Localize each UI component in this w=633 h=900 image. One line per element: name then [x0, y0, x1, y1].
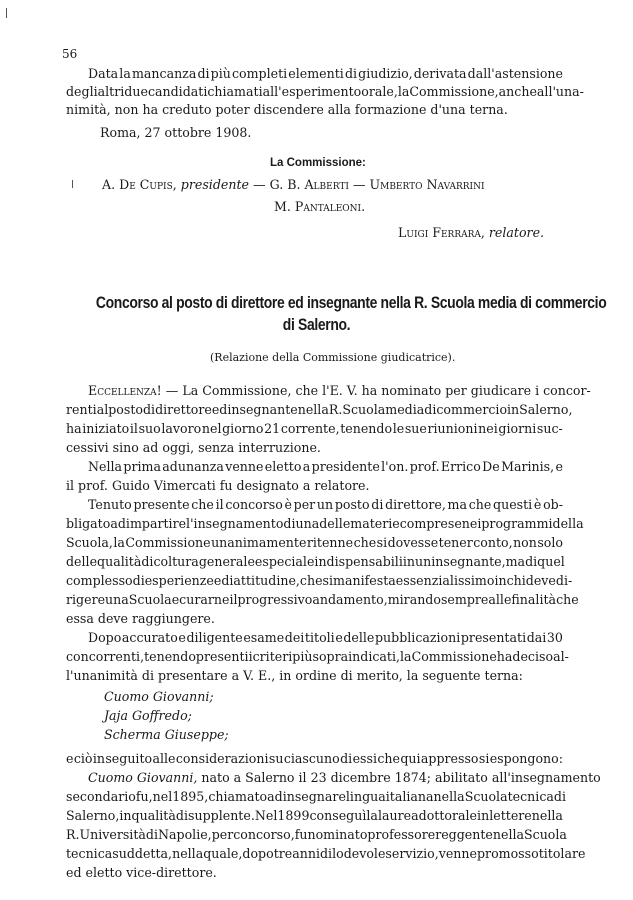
word: impartire [125, 516, 187, 531]
word: l'insegnamento [186, 516, 284, 531]
word: De [482, 459, 500, 474]
word: generale [198, 554, 255, 569]
page-number: 56 [62, 47, 78, 61]
word: di- [555, 573, 573, 588]
word: lodevole [332, 846, 386, 861]
word: e [555, 459, 563, 474]
word: concorrenti, [66, 649, 145, 664]
terna-item: Jaja Goffredo; [104, 708, 192, 723]
word: promosso [476, 846, 539, 861]
member-name: M. Pantaleoni. [274, 199, 366, 214]
word: nominato [307, 827, 368, 842]
word: giorno [222, 421, 264, 436]
word: essi [352, 751, 377, 766]
word: rigere [66, 592, 106, 607]
word: 1895, [172, 789, 209, 804]
section-title: di Salerno. [282, 316, 351, 334]
word: presentati [460, 630, 527, 645]
member-role: presidente [180, 177, 249, 192]
word: alle [152, 751, 176, 766]
word: di [320, 846, 333, 861]
word: per [293, 497, 316, 512]
word: derivata [413, 66, 467, 81]
word: questi [493, 497, 533, 512]
word: nella [297, 402, 329, 417]
word: dovesse [387, 535, 439, 550]
word: coltura [153, 554, 199, 569]
word: essenzialissimo [395, 573, 495, 588]
word: materie [350, 516, 400, 531]
word: fu, [135, 789, 153, 804]
word: candidati [147, 84, 208, 99]
word: tecnica [66, 846, 113, 861]
word: espongono: [489, 751, 563, 766]
word: a [302, 459, 311, 474]
word: di [221, 573, 234, 588]
word: chi [506, 573, 526, 588]
body-line [66, 846, 586, 862]
word: il [229, 592, 238, 607]
word: che [353, 535, 377, 550]
word: ma [447, 497, 467, 512]
body-line [66, 789, 566, 805]
word: nei [461, 516, 482, 531]
word: degli [66, 84, 98, 99]
word: di [283, 516, 296, 531]
member-name: A. De Cupis, [102, 177, 177, 192]
word: lavoro [161, 421, 202, 436]
word: direttore, [385, 497, 446, 512]
word: tenendo [144, 649, 196, 664]
word: criteri [252, 649, 293, 664]
word: presidente [311, 459, 380, 474]
word: i [248, 649, 253, 664]
word: in [119, 808, 132, 823]
section-title: Concorso al posto di direttore ed insegnante nella R. Scuola media di commercio [95, 294, 607, 312]
word: mancanza [131, 66, 197, 81]
word: renti [66, 402, 97, 417]
word: in [494, 573, 507, 588]
word: in [402, 554, 415, 569]
word: qualità [97, 554, 142, 569]
word: deciso [512, 649, 554, 664]
word: concorso, [233, 827, 295, 842]
word: andamento, [312, 592, 388, 607]
word: nei [478, 421, 498, 436]
word: una [105, 592, 129, 607]
body-line: il prof. Guido Vimercati fu designato a relatore. [66, 478, 370, 493]
line-rest: — La Commissione, che l'E. V. ha nominato per giudicare i concor- [161, 383, 591, 398]
word: titoli [304, 630, 335, 645]
place-date: Roma, 27 ottobre 1908. [100, 125, 252, 140]
candidate-name: Cuomo Giovanni, [88, 770, 198, 785]
word: venne [225, 459, 264, 474]
word: di [525, 554, 538, 569]
word: ha [66, 421, 82, 436]
word: commercio [436, 402, 508, 417]
body-line [66, 751, 563, 767]
word: che [191, 497, 214, 512]
word: riunioni [427, 421, 478, 436]
word: delle [343, 630, 375, 645]
word: all'esperimento [262, 84, 362, 99]
word: chiamati [207, 84, 263, 99]
word: sempre [440, 592, 489, 607]
word: su [268, 751, 284, 766]
word: e [171, 592, 180, 607]
word: la [366, 808, 378, 823]
word: lingua [345, 789, 386, 804]
word: servizio, [385, 846, 439, 861]
word: ad [110, 516, 126, 531]
relator-name: Luigi Ferrara, [398, 225, 485, 240]
word: tener [438, 535, 473, 550]
word: di [141, 554, 154, 569]
word: accurato [121, 630, 178, 645]
word: l'on. [381, 459, 409, 474]
word: suo [138, 421, 161, 436]
word: ma [505, 554, 526, 569]
word: Scuola, [66, 535, 113, 550]
word: Data [88, 66, 119, 81]
word: e [254, 554, 263, 569]
word: due [124, 84, 148, 99]
word: insegnante [227, 402, 298, 417]
body-line [88, 497, 563, 513]
word: si [478, 751, 490, 766]
word: chiamato [208, 789, 268, 804]
word: in [507, 402, 520, 417]
word: orale, [361, 84, 398, 99]
word: sue [404, 421, 427, 436]
word: la [113, 535, 125, 550]
word: di [132, 573, 145, 588]
word: di [344, 66, 358, 81]
word: solo [537, 535, 563, 550]
word: Nel [254, 808, 278, 823]
body-line: l'unanimità di presentare a V. E., in ordine di merito, la seguente terna: [66, 668, 523, 683]
body-line [66, 573, 573, 589]
word: esame [243, 630, 285, 645]
relator [398, 225, 544, 241]
word: e [335, 630, 343, 645]
body-line [88, 459, 563, 475]
word: che [556, 592, 579, 607]
body-line: essa deve raggiungere. [66, 611, 215, 626]
word: e [213, 573, 222, 588]
word: Commissione, [409, 84, 499, 99]
word: altri [97, 84, 125, 99]
margin-mark [72, 180, 73, 188]
word: delle [319, 516, 351, 531]
word: un [415, 554, 432, 569]
word: R. [66, 827, 80, 842]
word: Tenuto [88, 497, 132, 512]
word: reggente [435, 827, 493, 842]
terna-item: Cuomo Giovanni; [104, 689, 214, 704]
word: considerazioni [175, 751, 269, 766]
word: dopo [242, 846, 274, 861]
word: e [66, 751, 74, 766]
word: Scuola [342, 402, 386, 417]
word: corrente, [280, 421, 340, 436]
word: ha [496, 649, 513, 664]
intro-line: nimità, non ha creduto poter discendere alla formazione d'una terna. [66, 102, 508, 117]
word: le [392, 421, 405, 436]
word: della [552, 516, 584, 531]
word: che [299, 573, 323, 588]
word: Napoli [158, 827, 201, 842]
word: al- [553, 649, 569, 664]
body-line [66, 649, 569, 665]
word: e, [200, 827, 212, 842]
word: di [142, 402, 156, 417]
word: dei [284, 630, 305, 645]
word: una [295, 516, 320, 531]
word: posto [108, 402, 143, 417]
word: ritenne [306, 535, 354, 550]
word: giudizio, [358, 66, 413, 81]
word: nel [201, 421, 222, 436]
word: deve [525, 573, 556, 588]
word: tenendo [340, 421, 393, 436]
word: Università [79, 827, 146, 842]
word: manifesta [333, 573, 396, 588]
word: alle [488, 592, 512, 607]
word: anni [292, 846, 320, 861]
word: italiana [385, 789, 434, 804]
word: dai [526, 630, 547, 645]
word: pubblicazioni [374, 630, 461, 645]
word: la [397, 84, 410, 99]
word: programmi [481, 516, 553, 531]
word: più [292, 649, 313, 664]
word: nella [172, 846, 204, 861]
intro-line [88, 66, 563, 82]
body-line [66, 827, 567, 843]
word: venne [438, 846, 477, 861]
word: Scuola [524, 827, 567, 842]
word: nella [531, 808, 563, 823]
word: seguito [105, 751, 153, 766]
member-names: — G. B. Alberti — Umberto Navarrini [252, 177, 485, 192]
word: adunanza [162, 459, 224, 474]
word: esperienze [144, 573, 214, 588]
word: quale, [203, 846, 243, 861]
word: finalità [511, 592, 557, 607]
word: di [175, 808, 188, 823]
word: indispensabili [314, 554, 403, 569]
word: laurea [377, 808, 419, 823]
word: Marinis, [501, 459, 555, 474]
word: in [477, 808, 490, 823]
word: conto, [473, 535, 513, 550]
word: titolare [538, 846, 586, 861]
word: è [284, 497, 292, 512]
word: Salerno, [519, 402, 573, 417]
word: la [400, 649, 412, 664]
word: iniziato [82, 421, 130, 436]
word: posto [334, 497, 370, 512]
body-line: ed eletto vice-direttore. [66, 865, 217, 880]
word: curarne [179, 592, 230, 607]
word: più [210, 66, 231, 81]
word: di [197, 66, 210, 81]
line-text [88, 770, 601, 786]
word: R. [328, 402, 343, 417]
word: insegnare [282, 789, 346, 804]
word: 21 [264, 421, 281, 436]
word: attitudine, [233, 573, 300, 588]
word: ciò [73, 751, 93, 766]
word: dall'astensione [467, 66, 563, 81]
word: 1899 [277, 808, 310, 823]
terna-item: Scherma Giuseppe; [104, 727, 229, 742]
word: progressivo [237, 592, 313, 607]
word: si [322, 573, 334, 588]
word: lettere [489, 808, 532, 823]
body-line [88, 770, 601, 786]
word: completi [231, 66, 288, 81]
word: di [340, 751, 353, 766]
body-line [66, 808, 563, 824]
word: Commissione [125, 535, 211, 550]
body-line [66, 535, 563, 551]
word: è [533, 497, 542, 512]
word: che [468, 497, 492, 512]
word: quel [537, 554, 565, 569]
word: speciale [262, 554, 315, 569]
word: concorso [225, 497, 283, 512]
word: qualità [131, 808, 176, 823]
word: Dopo [88, 630, 122, 645]
salutation: Eccellenza! [88, 383, 162, 398]
word: complesso [66, 573, 133, 588]
word: nella [433, 789, 465, 804]
word: nel [152, 789, 173, 804]
word: un [316, 497, 334, 512]
word: comprese [399, 516, 462, 531]
word: suddetta, [112, 846, 173, 861]
word: direttore [155, 402, 212, 417]
word: conseguì [309, 808, 367, 823]
relator-role: relatore. [488, 225, 545, 240]
word: Commissione [411, 649, 497, 664]
section-subtitle: (Relazione della Commissione giudicatrice). [210, 351, 456, 364]
word: diligente [186, 630, 243, 645]
word: Scuola [464, 789, 508, 804]
margin-mark [6, 8, 7, 18]
word: elementi [288, 66, 344, 81]
body-line [66, 592, 579, 608]
word: indicati, [348, 649, 401, 664]
word: giorni [498, 421, 537, 436]
word: 30 [546, 630, 563, 645]
word: di [424, 402, 437, 417]
word: insegnante, [431, 554, 506, 569]
body-line [88, 383, 591, 399]
body-line [88, 630, 563, 646]
word: supplente. [188, 808, 255, 823]
word: delle [66, 554, 98, 569]
word: Scuola [128, 592, 172, 607]
word: di [145, 827, 158, 842]
word: professore [367, 827, 436, 842]
body-line [66, 402, 573, 418]
line-text [88, 383, 591, 399]
word: e [178, 630, 186, 645]
line-rest: nato a Salerno il 23 dicembre 1874; abilitato all'insegnamento [197, 770, 601, 785]
commission-members [102, 177, 485, 193]
word: Salerno, [66, 808, 120, 823]
word: secondario [66, 789, 136, 804]
word: ciascuno [283, 751, 340, 766]
body-line [66, 516, 584, 532]
word: eletto [264, 459, 302, 474]
word: anche [498, 84, 537, 99]
word: al [96, 402, 109, 417]
word: che [377, 751, 400, 766]
word: Errico [440, 459, 481, 474]
word: ad [267, 789, 283, 804]
word: suc- [536, 421, 563, 436]
word: il [129, 421, 138, 436]
commission-heading: La Commissione: [270, 157, 366, 169]
word: dottorale [418, 808, 478, 823]
word: ed [211, 402, 228, 417]
word: all'una- [536, 84, 584, 99]
word: prof. [409, 459, 440, 474]
word: presente [133, 497, 190, 512]
word: si [376, 535, 388, 550]
word: in [92, 751, 105, 766]
word: nella [492, 827, 525, 842]
word: per [211, 827, 234, 842]
word: di [553, 789, 566, 804]
word: bligato [66, 516, 111, 531]
word: presenti [195, 649, 249, 664]
word: sopra [312, 649, 349, 664]
word: tecnica [507, 789, 554, 804]
word: tre [273, 846, 293, 861]
word: non [513, 535, 537, 550]
intro-line [66, 84, 584, 100]
word: unanimamente [211, 535, 307, 550]
body-line: cessivi sino ad oggi, senza interruzione. [66, 440, 321, 455]
word: appresso [420, 751, 479, 766]
word: mirando [387, 592, 441, 607]
word: ob- [543, 497, 563, 512]
body-line [66, 421, 563, 437]
word: la [119, 66, 131, 81]
word: qui [400, 751, 421, 766]
word: Nella [88, 459, 123, 474]
word: prima [123, 459, 161, 474]
word: media [385, 402, 425, 417]
word: il [215, 497, 224, 512]
word: di [371, 497, 384, 512]
word: fu [294, 827, 308, 842]
body-line [66, 554, 563, 570]
